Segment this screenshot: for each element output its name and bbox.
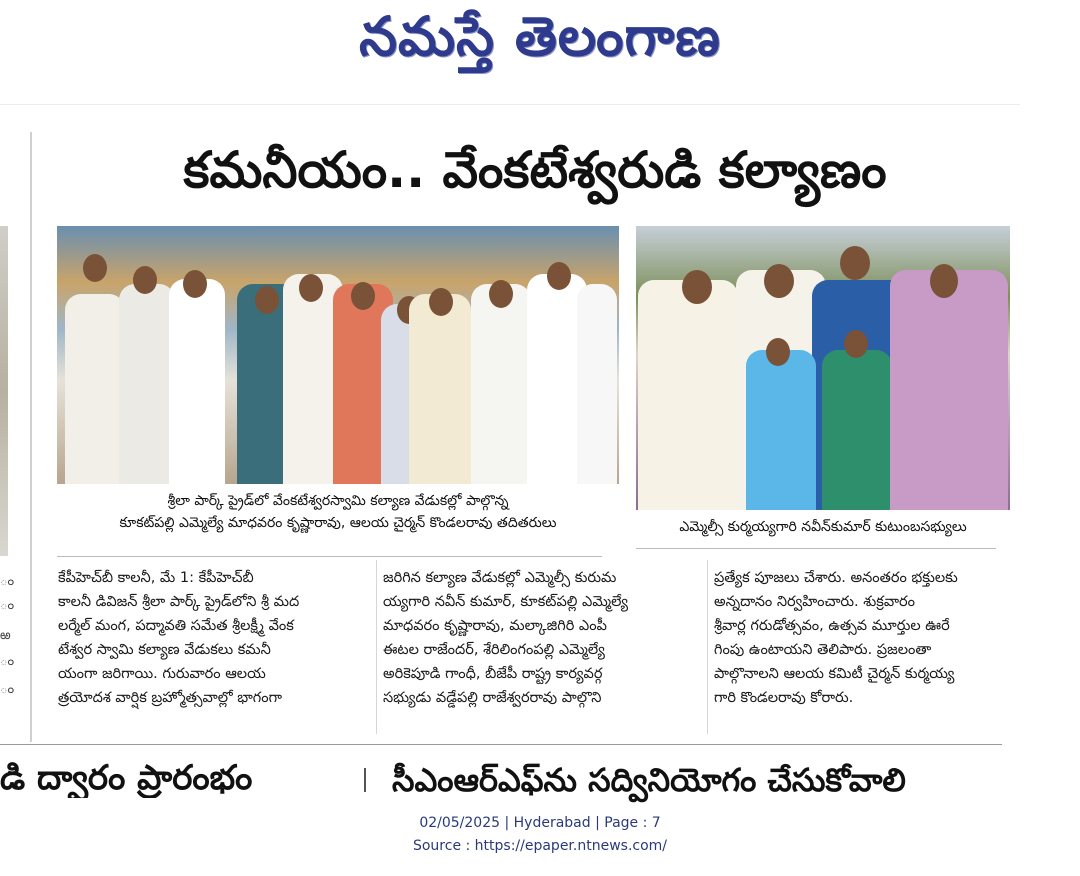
body-line: సభ్యుడు వడ్డేపల్లి రాజేశ్వరరావు పాల్గొని <box>383 690 602 706</box>
article-headline: కమనీయం.. వేంకటేశ్వరుడి కల్యాణం <box>183 141 887 199</box>
headline-divider <box>364 768 366 792</box>
adjacent-text-fragment: ం <box>0 598 15 613</box>
column-divider-left <box>30 132 32 742</box>
body-line: గింపు ఉంటాయని తెలిపారు. ప్రజలంతా <box>714 642 932 658</box>
column-rule <box>376 560 377 734</box>
caption-rule <box>636 548 996 549</box>
body-line: ప్రత్యేక పూజలు చేశారు. అనంతరం భక్తులకు <box>714 570 958 586</box>
article-column-3 <box>714 566 1014 710</box>
caption-line: శ్రీలా పార్క్ ప్రైడ్‌లో వేంకటేశ్వరస్వామి కల్యాణ వేడుకల్లో పాల్గొన్న <box>167 493 509 509</box>
photo-group-temple <box>57 226 619 484</box>
section-divider <box>0 744 1002 745</box>
body-line: యంగా జరిగాయి. గురువారం ఆలయ <box>58 666 266 682</box>
footer-date-edition: 02/05/2025 | Hyderabad | Page : 7 <box>419 815 661 831</box>
body-line: లర్మేల్ మంగ, పద్మావతి సమేత శ్రీలక్ష్మీ వేంక <box>58 618 294 634</box>
newspaper-logo: నమస్తే తెలంగాణ <box>359 4 721 68</box>
adjacent-text-fragment: ఱ <box>0 628 11 643</box>
top-divider <box>0 104 1020 105</box>
masthead <box>0 0 1080 80</box>
next-headline-right: సీఎంఆర్‌ఎఫ్‌ను సద్వినియోగం చేసుకోవాలి <box>392 761 906 799</box>
body-line: య్యగారి నవీన్ కుమార్, కూకట్‌పల్లి ఎమ్మెల్యే <box>383 594 629 610</box>
footer-source: Source : https://epaper.ntnews.com/ <box>412 838 668 854</box>
body-line: పాల్గొనాలని ఆలయ కమిటీ చైర్మన్ కుర్మయ్య <box>714 666 955 682</box>
body-line: గారి కొండలరావు కోరారు. <box>714 690 854 706</box>
adjacent-text-fragment: ం <box>0 682 15 697</box>
body-line: కేపీహెచ్‌బీ కాలనీ, మే 1: కేపీహెచ్‌బీ <box>58 570 254 586</box>
article-column-2 <box>383 566 701 710</box>
column-rule <box>707 560 708 734</box>
body-line: త్రయోదశ వార్షిక బ్రహ్మోత్సవాల్లో భాగంగా <box>58 690 282 706</box>
next-headline-left: డి ద్వారం ప్రారంభం <box>0 758 253 798</box>
body-line: జరిగిన కల్యాణ వేడుకల్లో ఎమ్మెల్సీ కురుమ <box>383 570 617 586</box>
photo-caption-1 <box>57 490 619 534</box>
caption-line: కూకట్‌పల్లి ఎమ్మెల్యే మాధవరం కృష్ణారావు, ఆలయ చైర్మన్ కొండలరావు తదితరులు <box>119 515 557 531</box>
photo-caption-2: ఎమ్మెల్సీ కుర్మయ్యగారి నవీన్‌కుమార్ కుటుంబసభ్యులు <box>679 519 967 535</box>
body-line: శ్రీవార్ల గరుడోత్సవం, ఉత్సవ మూర్తుల ఊరే <box>714 618 950 634</box>
body-line: మాధవరం కృష్ణారావు, మల్కాజిగిరి ఎంపీ <box>383 618 607 634</box>
body-line: టేశ్వర స్వామి కల్యాణ వేడుకలు కమనీ <box>58 642 271 658</box>
article-column-1 <box>58 566 370 710</box>
body-line: అన్నదానం నిర్వహించారు. శుక్రవారం <box>714 594 915 610</box>
caption-rule <box>57 556 602 557</box>
adjacent-photo-edge <box>0 226 8 556</box>
body-line: ఈటల రాజేందర్, శేరిలింగంపల్లి ఎమ్మెల్యే <box>383 642 605 658</box>
body-line: కాలనీ డివిజన్ శ్రీలా పార్క్ ప్రైడ్‌లోని శ్రీ మద <box>58 594 300 610</box>
adjacent-text-fragment: ం <box>0 654 15 669</box>
photo-family <box>636 226 1010 510</box>
body-line: అరికెపూడి గాంధీ, బీజేపీ రాష్ట్ర కార్యవర్గ <box>383 666 603 682</box>
adjacent-text-fragment: ం <box>0 574 15 589</box>
